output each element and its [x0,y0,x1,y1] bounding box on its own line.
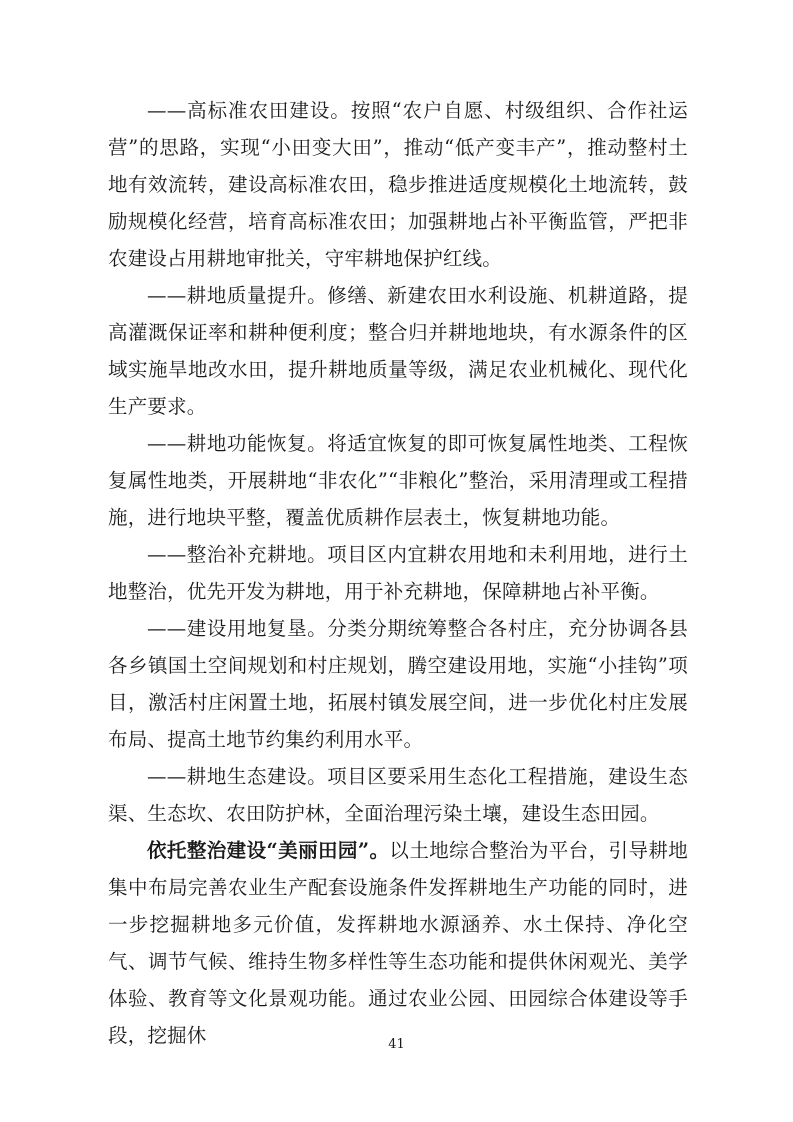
paragraph-2: ——耕地质量提升。修缮、新建农田水利设施、机耕道路，提高灌溉保证率和耕种便利度；整合归并耕地地块，有水源条件的区域实施旱地改水田，提升耕地质量等级，满足农业机械化、现代化生产要求。 [108,284,688,418]
paragraph-4: ——整治补充耕地。项目区内宜耕农用地和未利用地，进行土地整治，优先开发为耕地，用于补充耕地，保障耕地占补平衡。 [108,543,688,603]
paragraph-1: ——高标准农田建设。按照“农户自愿、村级组织、合作社运营”的思路，实现“小田变大田”，推动“低产变丰产”，推动整村土地有效流转，建设高标准农田，稳步推进适度规模化土地流转，鼓励规模化经营，培育高标准农田；加强耕地占补平衡监管，严把非农建设占用耕地审批关，守牢耕地保护红线。 [108,99,688,270]
paragraph-7-body: 以土地综合整治为平台，引导耕地集中布局完善农业生产配套设施条件发挥耕地生产功能的同时，进一步挖掘耕地多元价值，发挥耕地水源涵养、水土保持、净化空气、调节气候、维持生物多样性等生态功能和提供休闲观光、美学体验、教育等文化景观功能。通过农业公园、田园综合体建设等手段，挖掘休 [108,839,688,1047]
paragraph-6: ——耕地生态建设。项目区要采用生态化工程措施，建设生态渠、生态坎、农田防护林，全面治理污染土壤，建设生态田园。 [108,765,688,825]
paragraph-7-lead: 依托整治建设“美丽田园”。 [147,839,390,862]
paragraph-5: ——建设用地复垦。分类分期统筹整合各村庄，充分协调各县各乡镇国土空间规划和村庄规划，腾空建设用地，实施“小挂钩”项目，激活村庄闲置土地，拓展村镇发展空间，进一步优化村庄发展布局、提高土地节约集约利用水平。 [108,617,688,751]
page-body [108,92,688,1054]
paragraph-7 [108,832,688,1054]
page-number: 41 [388,1037,405,1052]
paragraph-3: ——耕地功能恢复。将适宜恢复的即可恢复属性地类、工程恢复属性地类，开展耕地“非农化”“非粮化”整治，采用清理或工程措施，进行地块平整，覆盖优质耕作层表土，恢复耕地功能。 [108,432,688,529]
